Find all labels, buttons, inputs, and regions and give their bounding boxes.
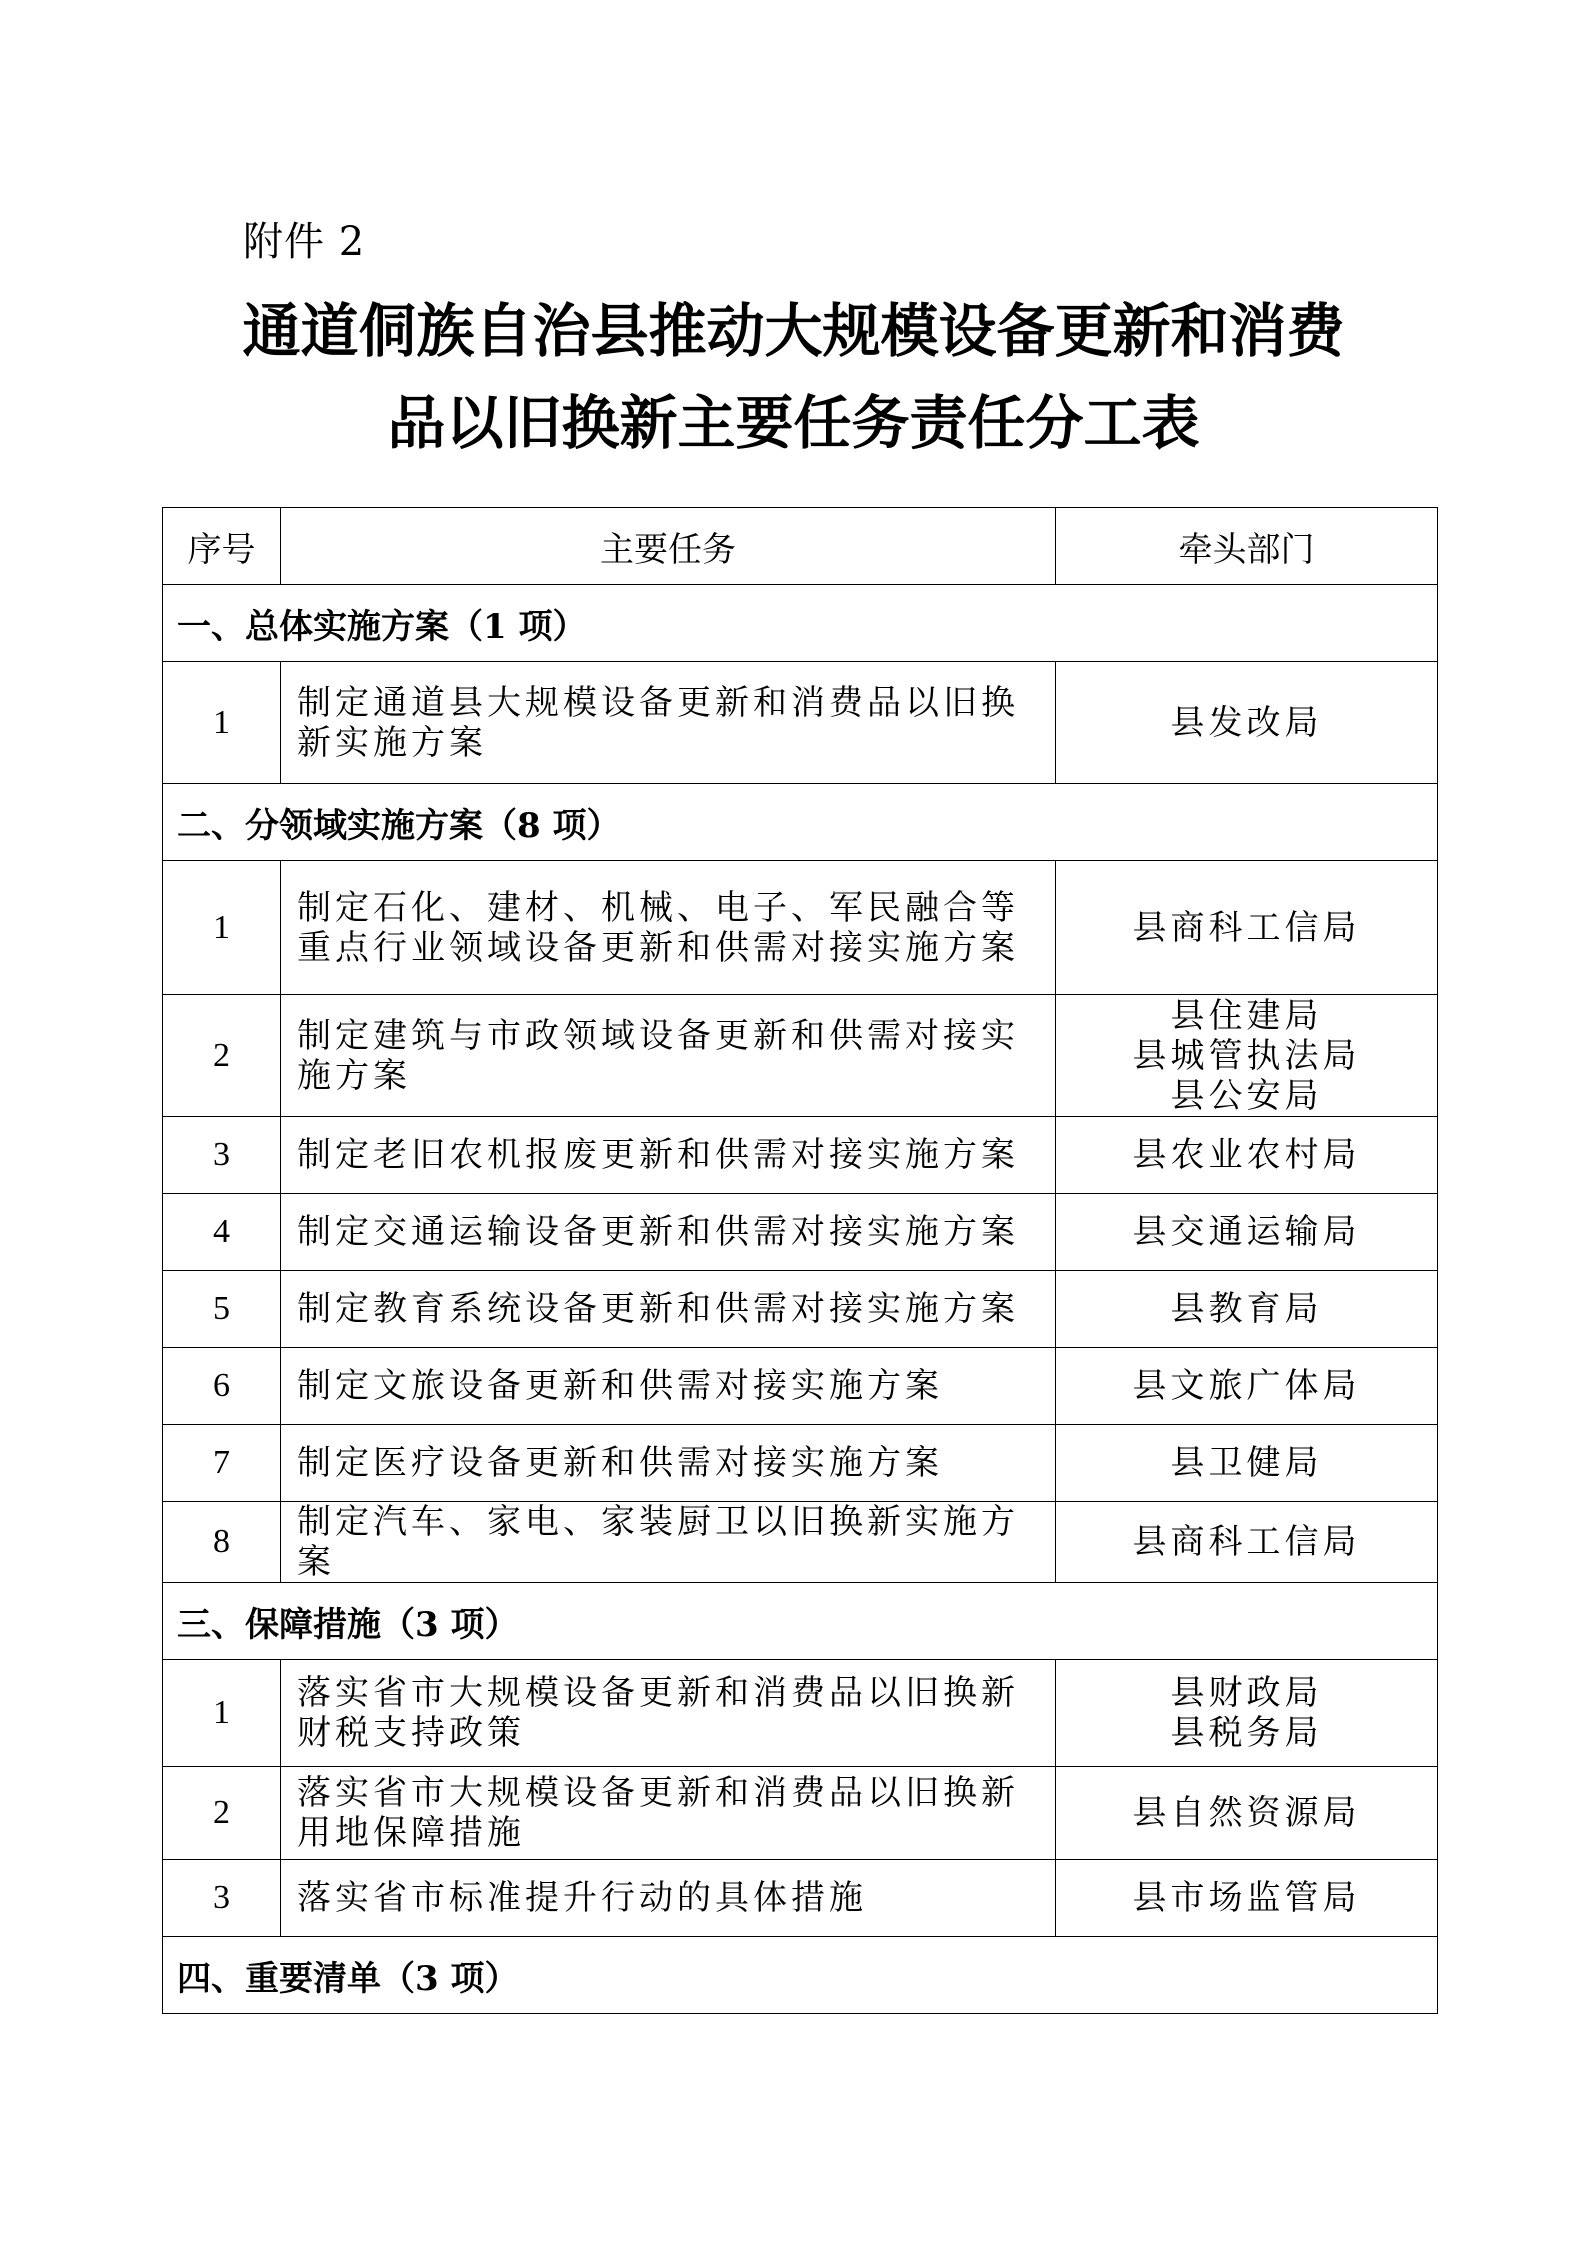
row-departments: [1056, 995, 1438, 1117]
row-number: 1: [163, 1660, 281, 1767]
table-row: [163, 1348, 1438, 1425]
department-name: 县自然资源局: [1132, 1793, 1361, 1833]
header-number: 序号: [163, 508, 281, 585]
table-row: [163, 1660, 1438, 1767]
section-title: 三、保障措施（3 项）: [163, 1583, 1438, 1660]
row-departments: [1056, 1860, 1438, 1937]
row-departments: [1056, 1425, 1438, 1502]
department-name: 县文旅广体局: [1132, 1366, 1361, 1406]
row-task: 落实省市大规模设备更新和消费品以旧换新用地保障措施: [281, 1767, 1056, 1860]
department-name: 县市场监管局: [1132, 1878, 1361, 1918]
row-task: 制定汽车、家电、家装厨卫以旧换新实施方案: [281, 1502, 1056, 1583]
row-task: 落实省市大规模设备更新和消费品以旧换新财税支持政策: [281, 1660, 1056, 1767]
row-departments: [1056, 1271, 1438, 1348]
row-number: 8: [163, 1502, 281, 1583]
title-line-2: 品以旧换新主要任务责任分工表: [387, 389, 1200, 457]
table-row: [163, 1767, 1438, 1860]
section-title: 一、总体实施方案（1 项）: [163, 585, 1438, 662]
row-number: 3: [163, 1860, 281, 1937]
row-task: 制定通道县大规模设备更新和消费品以旧换新实施方案: [281, 662, 1056, 784]
section-row: [163, 585, 1438, 662]
row-task: 落实省市标准提升行动的具体措施: [281, 1860, 1056, 1937]
table-row: [163, 1502, 1438, 1583]
department-name: 县商科工信局: [1132, 1522, 1361, 1562]
attachment-label: 附件 2: [243, 219, 366, 265]
header-department: 牵头部门: [1056, 508, 1438, 585]
table-header-row: [163, 508, 1438, 585]
department-name: 县住建局: [1170, 995, 1323, 1036]
department-name: 县发改局: [1170, 702, 1323, 743]
row-departments: [1056, 861, 1438, 995]
row-number: 7: [163, 1425, 281, 1502]
table-row: [163, 1271, 1438, 1348]
row-number: 2: [163, 1767, 281, 1860]
section-row: [163, 1937, 1438, 2014]
row-departments: [1056, 662, 1438, 784]
header-task: 主要任务: [281, 508, 1056, 585]
department-name: 县税务局: [1170, 1713, 1323, 1753]
document-title: [0, 285, 1587, 469]
department-name: 县农业农村局: [1132, 1135, 1361, 1175]
table-row: [163, 1117, 1438, 1194]
department-name: 县公安局: [1170, 1075, 1323, 1116]
row-departments: [1056, 1767, 1438, 1860]
department-name: 县财政局: [1170, 1673, 1323, 1713]
row-number: 2: [163, 995, 281, 1117]
row-number: 4: [163, 1194, 281, 1271]
row-departments: [1056, 1117, 1438, 1194]
department-name: 县城管执法局: [1132, 1035, 1361, 1076]
task-table-body: [163, 508, 1438, 2014]
table-row: [163, 662, 1438, 784]
table-row: [163, 1425, 1438, 1502]
department-name: 县卫健局: [1170, 1443, 1323, 1483]
department-name: 县交通运输局: [1132, 1212, 1361, 1252]
row-number: 5: [163, 1271, 281, 1348]
title-line-1: 通道侗族自治县推动大规模设备更新和消费: [242, 297, 1345, 365]
row-task: 制定石化、建材、机械、电子、军民融合等重点行业领域设备更新和供需对接实施方案: [281, 861, 1056, 995]
department-name: 县教育局: [1170, 1289, 1323, 1329]
department-name: 县商科工信局: [1132, 907, 1361, 948]
table-row: [163, 1860, 1438, 1937]
table-row: [163, 861, 1438, 995]
section-title: 二、分领域实施方案（8 项）: [163, 784, 1438, 861]
section-row: [163, 1583, 1438, 1660]
row-departments: [1056, 1660, 1438, 1767]
row-number: 3: [163, 1117, 281, 1194]
section-row: [163, 784, 1438, 861]
section-title: 四、重要清单（3 项）: [163, 1937, 1438, 2014]
row-departments: [1056, 1194, 1438, 1271]
row-departments: [1056, 1502, 1438, 1583]
row-departments: [1056, 1348, 1438, 1425]
row-number: 1: [163, 662, 281, 784]
row-number: 1: [163, 861, 281, 995]
row-task: 制定文旅设备更新和供需对接实施方案: [281, 1348, 1056, 1425]
row-task: 制定交通运输设备更新和供需对接实施方案: [281, 1194, 1056, 1271]
row-task: 制定建筑与市政领域设备更新和供需对接实施方案: [281, 995, 1056, 1117]
row-task: 制定医疗设备更新和供需对接实施方案: [281, 1425, 1056, 1502]
row-task: 制定教育系统设备更新和供需对接实施方案: [281, 1271, 1056, 1348]
task-table: [162, 507, 1438, 2014]
table-row: [163, 995, 1438, 1117]
row-number: 6: [163, 1348, 281, 1425]
table-row: [163, 1194, 1438, 1271]
row-task: 制定老旧农机报废更新和供需对接实施方案: [281, 1117, 1056, 1194]
